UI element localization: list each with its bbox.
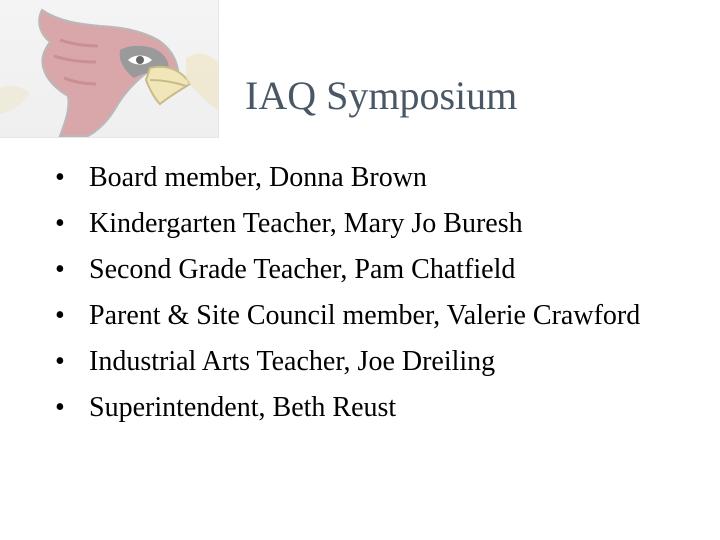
list-item-text: Board member, Donna Brown xyxy=(89,162,427,193)
list-item xyxy=(55,207,675,241)
logo-box xyxy=(0,0,219,138)
bullet-icon: • xyxy=(55,392,65,423)
bullet-icon: • xyxy=(55,208,65,239)
list-item-text: Parent & Site Council member, Valerie Crawford xyxy=(89,300,641,331)
list-item xyxy=(55,345,675,379)
list-item-text: Second Grade Teacher, Pam Chatfield xyxy=(89,254,516,285)
cardinal-mascot-icon xyxy=(0,0,218,137)
list-item-text: Industrial Arts Teacher, Joe Dreiling xyxy=(89,346,496,377)
bullet-list xyxy=(55,161,675,437)
list-item xyxy=(55,391,675,425)
bullet-icon: • xyxy=(55,254,65,285)
list-item-text: Superintendent, Beth Reust xyxy=(89,392,397,423)
slide-title: IAQ Symposium xyxy=(245,73,518,118)
bullet-icon: • xyxy=(55,162,65,193)
bullet-icon: • xyxy=(55,346,65,377)
bullet-icon: • xyxy=(55,300,65,331)
list-item-text: Kindergarten Teacher, Mary Jo Buresh xyxy=(89,208,523,239)
list-item xyxy=(55,253,675,287)
list-item xyxy=(55,161,675,195)
list-item xyxy=(55,299,675,333)
